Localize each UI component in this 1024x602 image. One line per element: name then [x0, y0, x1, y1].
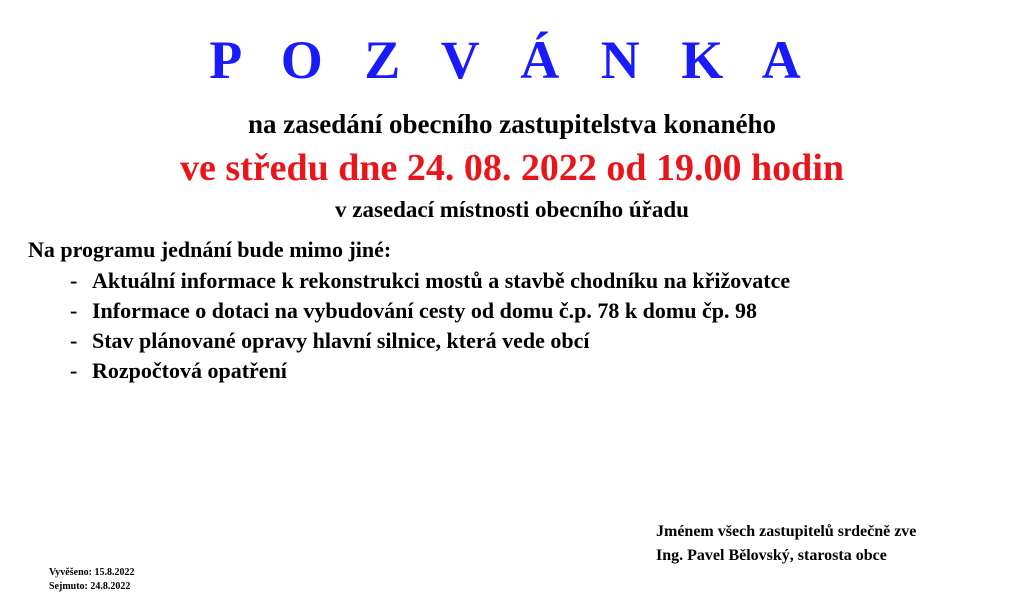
program-section: [28, 236, 1018, 386]
meeting-location: v zasedací místnosti obecního úřadu: [335, 197, 689, 222]
signature-name: Ing. Pavel Bělovský, starosta obce: [656, 547, 887, 564]
invitation-title: P O Z V Á N K A: [209, 30, 815, 90]
program-item: [28, 326, 1018, 356]
program-item-text: Stav plánované opravy hlavní silnice, která vede obcí: [92, 328, 590, 353]
posted-date: Vyvěšeno: 15.8.2022: [49, 567, 135, 578]
signature-block: [656, 520, 916, 568]
removed-date: Sejmuto: 24.8.2022: [49, 581, 131, 592]
program-item: [28, 266, 1018, 296]
program-list: [28, 266, 1018, 386]
dash-bullet: -: [70, 358, 78, 383]
dash-bullet: -: [70, 298, 78, 323]
meeting-description: na zasedání obecního zastupitelstva konaného: [247, 109, 777, 139]
dash-bullet: -: [70, 268, 78, 293]
program-item-text: Aktuální informace k rekonstrukci mostů a stavbě chodníku na křižovatce: [92, 268, 791, 293]
program-item-text: Rozpočtová opatření: [92, 358, 287, 383]
signature-greeting: Jménem všech zastupitelů srdečně zve: [656, 523, 917, 540]
meeting-date: ve středu dne 24. 08. 2022 od 19.00 hodin: [179, 147, 845, 189]
dash-bullet: -: [70, 328, 78, 353]
program-item: [28, 356, 1018, 386]
program-item-text: Informace o dotaci na vybudování cesty od domu č.p. 78 k domu čp. 98: [92, 298, 757, 323]
program-heading: Na programu jednání bude mimo jiné:: [28, 237, 392, 262]
program-item: [28, 296, 1018, 326]
posting-dates: [49, 566, 134, 594]
